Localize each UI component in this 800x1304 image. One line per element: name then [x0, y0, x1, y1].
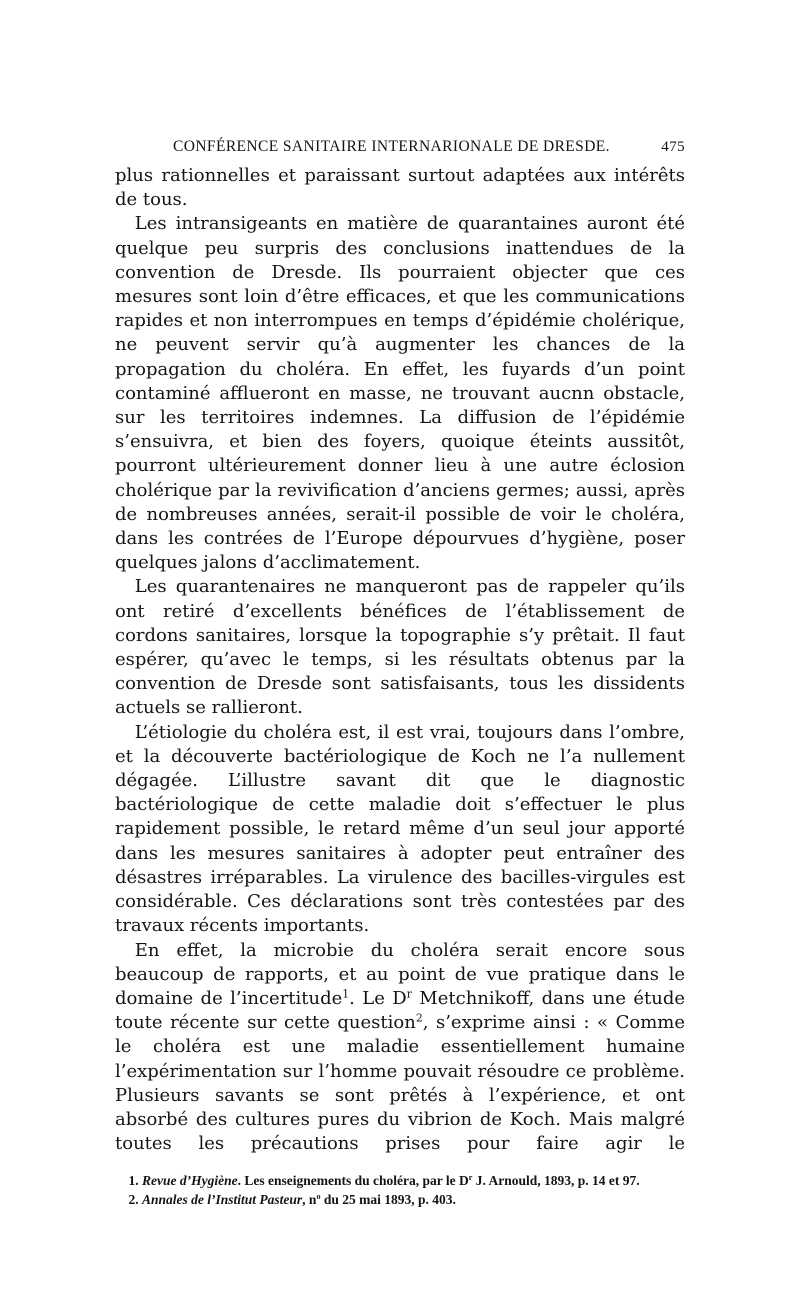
paragraph-2: Les intransigeants en matière de quarantaines auront été quelque peu surpris des conclusions inattendues de la convention de Dresde. Ils pourraient objecter que ces mesures sont loin d’être efficaces, et que les communications rapides et non interrompues en temps d’épidémie cholérique, ne peuvent servir qu’à augmenter les chances de la propagation du choléra. En effet, les fuyards d’un point contaminé afflueront en masse, ne trouvant aucnn obstacle, sur les territoires indemnes. La diffusion de l’épidémie s’ensuivra, et bien des foyers, quoique éteints aussitôt, pourront ultérieurement donner lieu à une autre éclosion cholérique par la revivification d’anciens germes; aussi, après de nombreuses années, serait-il possible de voir le choléra, dans les contrées de l’Europe dépourvues d’hygiène, poser quelques jalons d’acclimatement. [115, 213, 685, 574]
footnote-2-source: Annales de l’Institut Pasteur [142, 1191, 303, 1207]
body-text [115, 164, 685, 1156]
paragraph-5-text-4: , s’exprime ainsi : « Comme le choléra est une maladie essentiellement humaine l’expérimentation sur l’homme pouvait résoudre ce problème. Plusieurs savants se sont prêtés à l’expérience, et ont absorbé des cultures pures du vibrion de Koch. Mais malgré toutes les précautions prises pour faire agir le [115, 1012, 685, 1155]
footnote-2-number-sup: o [316, 1191, 321, 1201]
paragraph-5-text-3: Metchnikoff, dans une étude toute récente sur cette question [115, 987, 686, 1034]
paragraph-5-text-1: En effet, la microbie du choléra serait encore sous beaucoup de rapports, et au point de vue pratique dans le domaine de l’incertitude [115, 939, 685, 1009]
paragraph-5 [115, 939, 685, 1157]
book-page [115, 138, 685, 1209]
running-title: CONFÉRENCE SANITAIRE INTERNARIONALE DE DRESDE. [173, 138, 610, 155]
page-number: 475 [661, 139, 685, 155]
paragraph-3: Les quarantenaires ne manqueront pas de rappeler qu’ils ont retiré d’excellents bénéfices de l’établissement de cordons sanitaires, lorsque la topographie s’y prêtait. Il faut espérer, qu’avec le temps, si les résultats obtenus par la convention de Dresde sont satisfaisants, tous les dissidents actuels se rallieront. [115, 576, 685, 719]
footnote-1-text-1: . Les enseignements du choléra, par le D [237, 1173, 469, 1189]
footnote-1-doctor-sup: r [468, 1173, 473, 1183]
footnote-ref-2: 2 [415, 1011, 423, 1025]
footnote-1 [115, 1172, 685, 1191]
footnote-2 [115, 1191, 685, 1210]
paragraph-1: plus rationnelles et paraissant surtout adaptées aux intérêts de tous. [115, 165, 685, 211]
running-head [173, 138, 685, 156]
footnote-2-text-1: , n [302, 1191, 317, 1207]
paragraph-5-text-2: . Le D [349, 987, 407, 1009]
footnote-2-number: 2. [128, 1191, 139, 1207]
footnote-1-source: Revue d’Hygiène [142, 1173, 238, 1189]
doctor-abbrev-sup: r [406, 987, 412, 1001]
footnote-1-text-2: J. Arnould, 1893, p. 14 et 97. [472, 1173, 640, 1189]
footnote-2-text-2: du 25 mai 1893, p. 403. [320, 1191, 456, 1207]
footnote-1-number: 1. [128, 1173, 139, 1189]
footnote-ref-1: 1 [342, 987, 350, 1001]
paragraph-4: L’étiologie du choléra est, il est vrai, toujours dans l’ombre, et la découverte bactériologique de Koch ne l’a nullement dégagée. L’illustre savant dit que le diagnostic bactériologique de cette maladie doit s’effectuer le plus rapidement possible, le retard même d’un seul jour apporté dans les mesures sanitaires à adopter peut entraîner des désastres irréparables. La virulence des bacilles-virgules est considérable. Ces déclarations sont très contestées par des travaux récents importants. [115, 721, 685, 937]
footnotes [115, 1172, 685, 1209]
